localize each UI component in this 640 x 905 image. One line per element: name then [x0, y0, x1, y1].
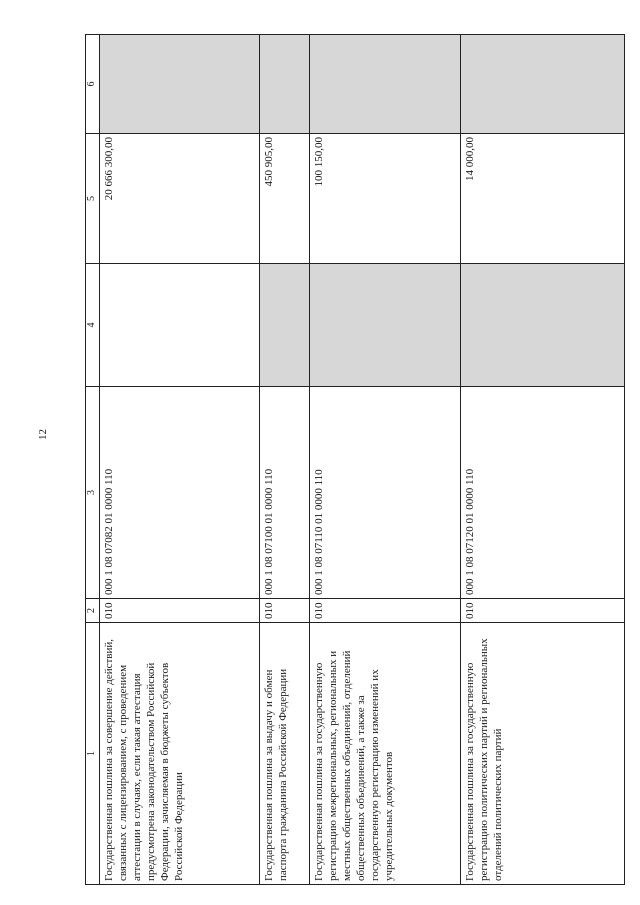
row-4-kbk: 000 1 08 07120 01 0000 110 — [461, 387, 625, 599]
row-1-name: Государственная пошлина за совершение действий, связанных с лицензированием, с проведением аттестации в случаях, если такая аттестация предусмотрена законодательством Российской Федерации, зачисляемая в бюджеты субъектов Российской Федерации — [100, 623, 260, 885]
row-1-col4 — [100, 264, 260, 387]
table-row — [100, 35, 260, 885]
header-col-5: 5 — [86, 134, 100, 264]
header-col-4: 4 — [86, 264, 100, 387]
header-col-2: 2 — [86, 599, 100, 623]
table-header-row — [86, 35, 100, 885]
row-2-amount: 450 905,00 — [260, 134, 310, 264]
row-2-kbk: 000 1 08 07100 01 0000 110 — [260, 387, 310, 599]
page-number: 12 — [37, 429, 49, 440]
header-col-3: 3 — [86, 387, 100, 599]
row-3-amount: 100 150,00 — [310, 134, 461, 264]
row-3-col4 — [310, 264, 461, 387]
table-row — [310, 35, 461, 885]
row-1-amount: 20 666 300,00 — [100, 134, 260, 264]
rotated-table-container — [85, 35, 623, 885]
row-2-col4 — [260, 264, 310, 387]
row-1-col6 — [100, 35, 260, 134]
row-4-name: Государственная пошлина за государственную регистрацию политических партий и региональных отделений политических партий — [461, 623, 625, 885]
row-2-col6 — [260, 35, 310, 134]
header-col-1: 1 — [86, 623, 100, 885]
header-col-6: 6 — [86, 35, 100, 134]
row-3-line-code: 010 — [310, 599, 461, 623]
row-4-col6 — [461, 35, 625, 134]
revenue-table — [85, 34, 625, 885]
row-2-line-code: 010 — [260, 599, 310, 623]
row-3-col6 — [310, 35, 461, 134]
table-row — [260, 35, 310, 885]
row-1-kbk: 000 1 08 07082 01 0000 110 — [100, 387, 260, 599]
row-3-kbk: 000 1 08 07110 01 0000 110 — [310, 387, 461, 599]
row-4-amount: 14 000,00 — [461, 134, 625, 264]
row-3-name: Государственная пошлина за государственную регистрацию межрегиональных, региональных и местных общественных объединений, отделений общественных объединений, а также за государственную регистрацию изменений их учредительных документов — [310, 623, 461, 885]
row-4-col4 — [461, 264, 625, 387]
row-1-line-code: 010 — [100, 599, 260, 623]
table-row — [461, 35, 625, 885]
row-4-line-code: 010 — [461, 599, 625, 623]
row-2-name: Государственная пошлина за выдачу и обмен паспорта гражданина Российской Федерации — [260, 623, 310, 885]
